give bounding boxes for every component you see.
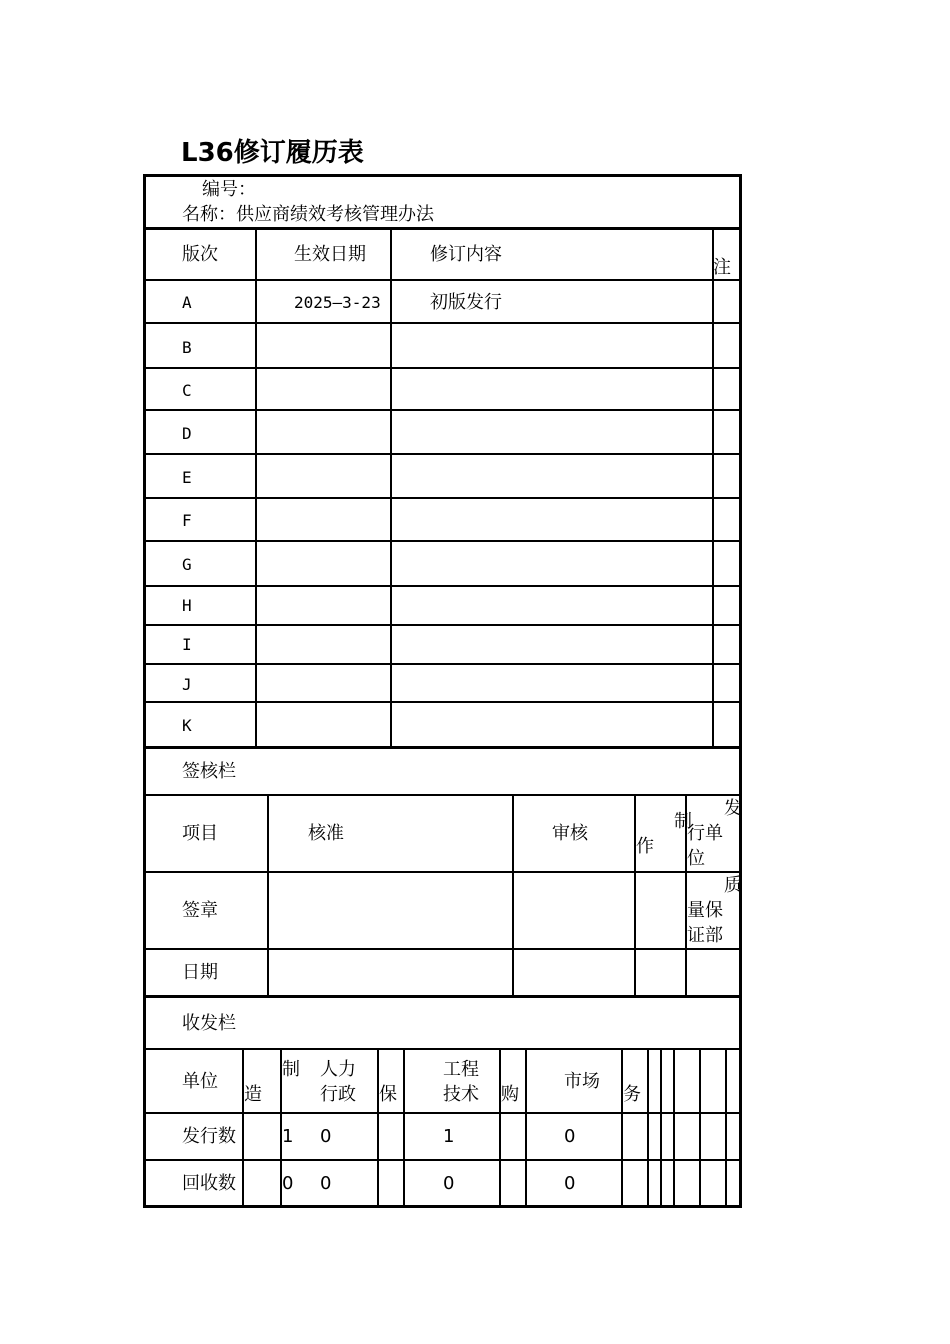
divider <box>525 1050 527 1206</box>
table-row-version: H <box>182 596 192 615</box>
signoff-issue-unit-2: 行单 <box>687 823 723 844</box>
divider <box>143 746 742 749</box>
divider <box>267 796 269 996</box>
signoff-qa-1: 质 <box>724 875 742 896</box>
divider <box>143 871 742 873</box>
distribution-col-gou: 购 <box>501 1084 519 1105</box>
distribution-col-hr-2: 行政 <box>320 1084 356 1105</box>
divider <box>143 409 742 411</box>
divider <box>143 1048 742 1050</box>
distribution-col-hr-1: 人力 <box>320 1059 356 1080</box>
distribution-recovered-eng: 0 <box>443 1173 455 1194</box>
divider <box>143 995 742 998</box>
distribution-recovered-label: 回收数 <box>182 1173 236 1194</box>
distribution-recovered-hr: 0 <box>320 1173 332 1194</box>
table-row-version: B <box>182 338 192 357</box>
revision-history-form <box>143 174 742 1208</box>
distribution-col-eng-1: 工程 <box>443 1059 479 1080</box>
signoff-section-label: 签核栏 <box>182 761 236 782</box>
divider <box>143 453 742 455</box>
signoff-review-label: 审核 <box>552 823 588 844</box>
distribution-col-market: 市场 <box>564 1071 600 1092</box>
distribution-col-eng-2: 技术 <box>443 1084 479 1105</box>
header-content: 修订内容 <box>430 244 502 265</box>
distribution-col-zao: 造 <box>244 1084 262 1105</box>
divider <box>725 1050 727 1206</box>
header-effective-date: 生效日期 <box>294 244 366 265</box>
distribution-issued-market: 0 <box>564 1126 576 1147</box>
distribution-issued-zhi: 1 <box>282 1126 294 1147</box>
signoff-qa-2: 量保 <box>687 900 723 921</box>
signoff-issue-unit-3: 位 <box>687 848 705 869</box>
table-row-version: I <box>182 635 192 654</box>
table-row-version: K <box>182 716 192 735</box>
table-row-version: C <box>182 381 192 400</box>
doc-name-label: 名称：供应商绩效考核管理办法 <box>182 204 434 225</box>
divider <box>647 1050 649 1206</box>
signoff-make-top: 制 <box>674 811 692 832</box>
signoff-approve-label: 核准 <box>308 823 344 844</box>
divider <box>143 227 742 230</box>
divider <box>255 229 257 747</box>
signoff-issue-unit-1: 发 <box>724 798 742 819</box>
distribution-col-bao: 保 <box>379 1084 397 1105</box>
signoff-seal-label: 签章 <box>182 900 218 921</box>
table-row-date: 2025—3-23 <box>294 293 381 312</box>
divider <box>143 1112 742 1114</box>
divider <box>621 1050 623 1206</box>
signoff-make-bottom: 作 <box>636 836 654 857</box>
distribution-issued-label: 发行数 <box>182 1126 236 1147</box>
divider <box>143 367 742 369</box>
divider <box>143 794 742 796</box>
table-row-version: E <box>182 468 192 487</box>
divider <box>143 497 742 499</box>
distribution-unit-label: 单位 <box>182 1071 218 1092</box>
page-title: L36修订履历表 <box>181 138 364 168</box>
table-row-version: F <box>182 511 192 530</box>
distribution-col-zhi: 制 <box>282 1059 300 1080</box>
divider <box>143 279 742 281</box>
distribution-issued-eng: 1 <box>443 1126 455 1147</box>
header-version: 版次 <box>182 244 218 265</box>
divider <box>242 1050 244 1206</box>
distribution-issued-hr: 0 <box>320 1126 332 1147</box>
table-row-version: G <box>182 555 192 574</box>
divider <box>143 701 742 703</box>
distribution-recovered-zhi: 0 <box>282 1173 294 1194</box>
table-row-content: 初版发行 <box>430 292 502 313</box>
doc-number-label: 编号： <box>202 179 256 200</box>
divider <box>499 1050 501 1206</box>
distribution-section-label: 收发栏 <box>182 1013 236 1034</box>
header-note: 注 <box>713 257 731 278</box>
distribution-recovered-market: 0 <box>564 1173 576 1194</box>
divider <box>699 1050 701 1206</box>
divider <box>403 1050 405 1206</box>
divider <box>143 663 742 665</box>
divider <box>143 948 742 950</box>
distribution-col-wu: 务 <box>623 1084 641 1105</box>
divider <box>143 540 742 542</box>
signoff-item-label: 项目 <box>182 823 218 844</box>
divider <box>143 585 742 587</box>
divider <box>390 229 392 747</box>
table-row-version: D <box>182 424 192 443</box>
signoff-date-label: 日期 <box>182 962 218 983</box>
table-row-version: A <box>182 293 192 312</box>
divider <box>512 796 514 996</box>
divider <box>143 1159 742 1161</box>
divider <box>660 1050 662 1206</box>
divider <box>377 1050 379 1206</box>
divider <box>634 796 636 996</box>
table-row-version: J <box>182 675 192 694</box>
divider <box>143 322 742 324</box>
divider <box>673 1050 675 1206</box>
divider <box>143 624 742 626</box>
divider <box>712 229 714 747</box>
signoff-qa-3: 证部 <box>687 925 723 946</box>
